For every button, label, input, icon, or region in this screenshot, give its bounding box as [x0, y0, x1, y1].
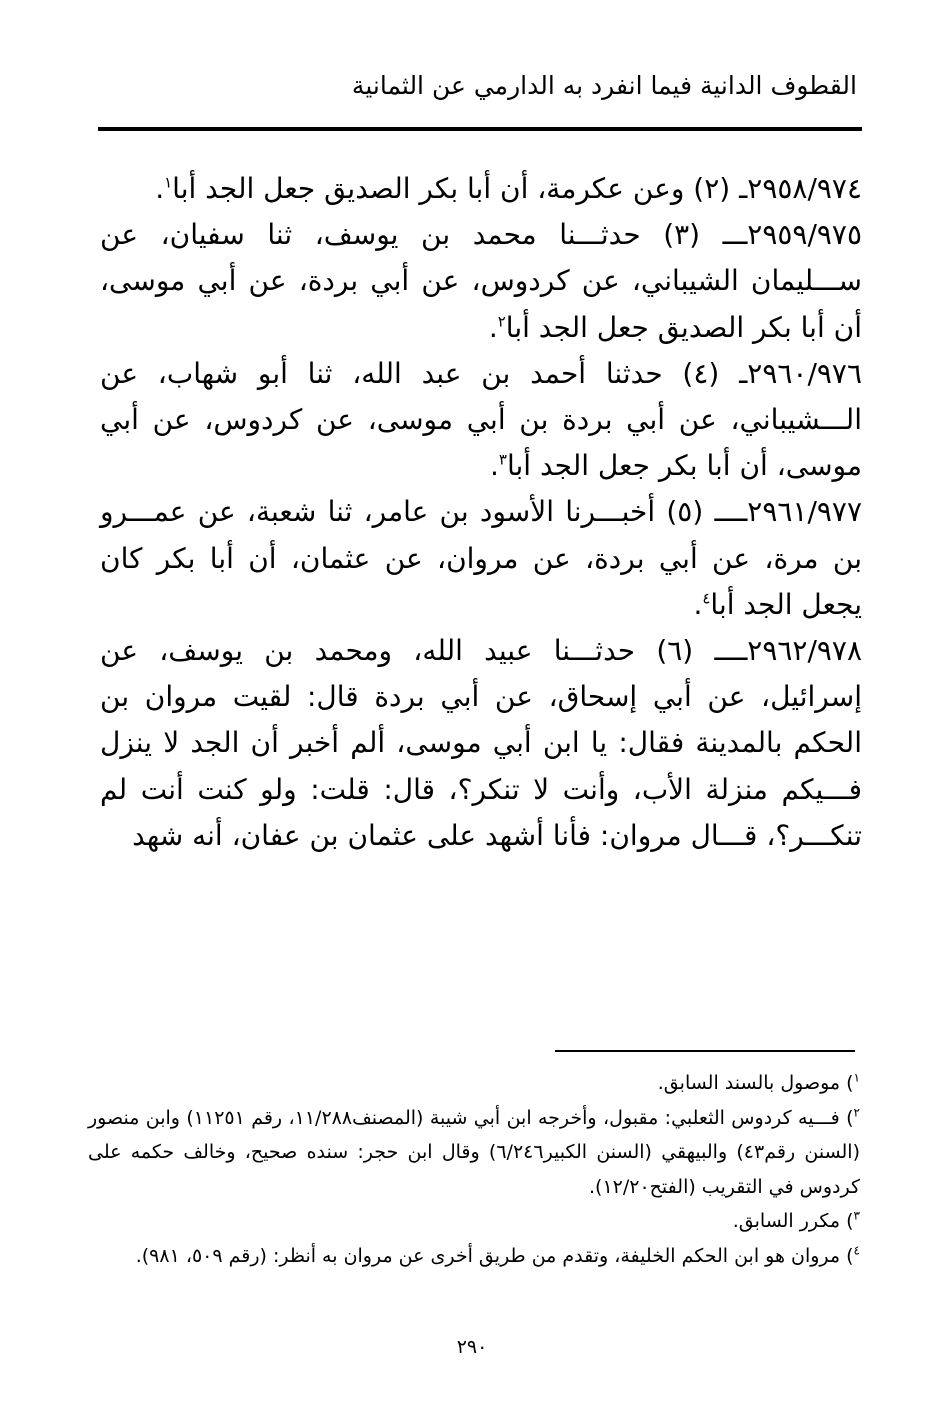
hadith-text: ٢٩٦٠/٩٧٦ـ (٤) حدثنا أحمد بن عبد الله، ثنا أبو شهاب، عن الـــشيباني، عن أبي بردة بن أبي موسى، عن كردوس، عن أبي موسى، أن أبا بكر جعل الجد أبا [100, 356, 863, 483]
hadith-end-mark: . [693, 587, 703, 621]
footnotes [88, 1066, 860, 1273]
footnote-text: ) مكرر السابق. [732, 1210, 854, 1232]
hadith-text: ٢٩٥٨/٩٧٤ـ (٢) وعن عكرمة، أن أبا بكر الصديق جعل الجد أبا [172, 172, 862, 205]
hadith-text: ٢٩٥٩/٩٧٥ـــ (٣) حدثـــنا محمد بن يوسف، ثنا سفيان، عن ســـليمان الشيباني، عن كردوس، عن أبي بردة، عن أبي موسى، أن أبا بكر الصديق جعل الجد أبا [100, 218, 862, 344]
hadith-end-mark: . [489, 449, 499, 483]
footnote-4 [88, 1239, 860, 1274]
hadith-entry-974 [100, 166, 862, 212]
footnote-text: ) مروان هو ابن الحكم الخليفة، وتقدم من طريق أخرى عن مروان به أنظر: (رقم ٥٠٩، ٩٨١). [135, 1244, 854, 1267]
hadith-entry-976 [100, 351, 862, 490]
header-rule [98, 127, 862, 131]
footnote-mark: ٣ [853, 1208, 860, 1223]
footnote-2 [88, 1101, 860, 1205]
hadith-entry-978 [100, 628, 862, 859]
footnote-rule [555, 1050, 855, 1052]
footnote-mark: ٢ [853, 1105, 860, 1120]
footnote-reference[interactable]: ٣ [498, 450, 507, 469]
running-header: القطوف الدانية فيما انفرد به الدارمي عن الثمانية [351, 71, 857, 100]
footnote-reference[interactable]: ١ [164, 173, 173, 192]
hadith-body [100, 166, 862, 859]
hadith-end-mark: . [488, 310, 498, 344]
footnote-reference[interactable]: ٤ [702, 589, 711, 608]
footnote-3 [88, 1204, 860, 1239]
footnote-mark: ٤ [853, 1243, 860, 1258]
footnote-mark: ١ [853, 1070, 860, 1085]
footnote-text: ) فـــيه كردوس الثعلبي: مقبول، وأخرجه ابن أبي شيبة (المصنف١١/٢٨٨، رقم ١١٢٥١) وابن منصور (السنن رقم٤٣) والبيهقي (السنن الكبير٦/٢٤٦) وقال ابن حجر: سنده صحيح، وخالف حكمه على كردوس في التقريب (الفتح١٢/٢٠). [88, 1106, 860, 1198]
footnote-text: ) موصول بالسند السابق. [657, 1072, 854, 1094]
hadith-end-mark: . [155, 172, 165, 205]
footnote-reference[interactable]: ٢ [497, 312, 506, 331]
hadith-entry-975 [100, 212, 862, 351]
page-number: ٢٩٠ [456, 1336, 488, 1358]
hadith-text: ٢٩٦٢/٩٧٨ــــ (٦) حدثـــنا عبيد الله، ومحمد بن يوسف، عن إسرائيل، عن أبي إسحاق، عن أبي بردة قال: لقيت مروان بن الحكم بالمدينة فقال: يا ابن أبي موسى، ألم أخبر أن الجد لا ينزل فـــيكم منزلة الأب، وأنت لا تنكر؟، قال: قلت: ولو كنت أنت لم تنكـــر؟، قـــال مروان: فأنا أشهد على عثمان بن عفان، أنه شهد [100, 634, 862, 852]
footnote-1 [88, 1066, 860, 1101]
hadith-entry-977 [100, 489, 862, 628]
hadith-text: ٢٩٦١/٩٧٧ــــ (٥) أخبـــرنا الأسود بن عامر، ثنا شعبة، عن عمـــرو بن مرة، عن أبي بردة، عن مروان، عن عثمان، أن أبا بكر كان يجعل الجد أبا [100, 495, 862, 621]
